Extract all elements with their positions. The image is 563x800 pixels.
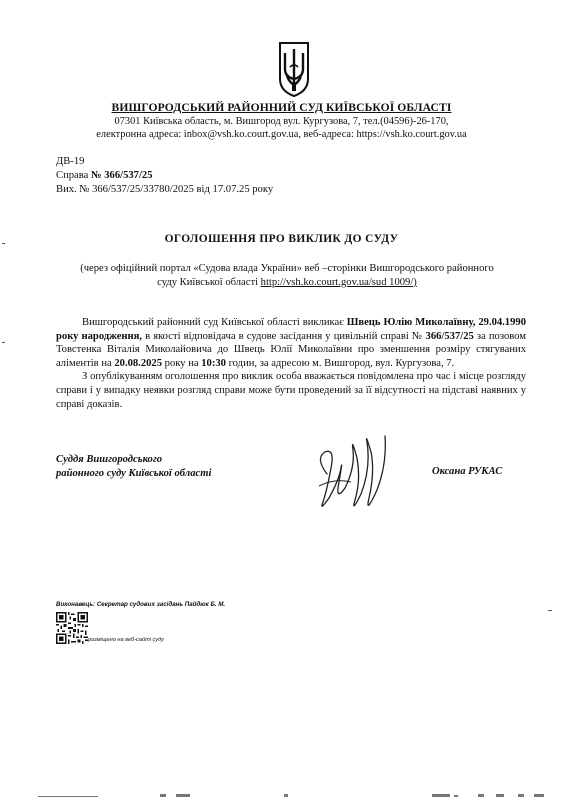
- body-text-segment: Вишгородський районний суд Київської області викликає: [82, 317, 347, 328]
- body-text-segment: за позовом Товстенка Віталія Миколайовича до Швець Юлії Миколаївни про зменшення розміру стягуваних аліментів на: [56, 330, 526, 369]
- case-line: [56, 169, 153, 183]
- document-code: ДВ-19: [56, 156, 85, 167]
- qr-code-icon: [56, 612, 88, 644]
- court-name: ВИШГОРОДСЬКИЙ РАЙОННИЙ СУД КИЇВСЬКОЇ ОБЛАСТІ: [111, 101, 452, 114]
- subtitle-prefix: суду Київської області: [157, 277, 261, 288]
- judge-title: [56, 453, 211, 481]
- case-number-inline: 366/537/25: [425, 330, 474, 342]
- body-text-segment: року на: [162, 357, 202, 369]
- judge-name: Оксана РУКАС: [432, 466, 503, 477]
- body-paragraph-2: З опублікуванням оголошення про виклик особа вважається повідомлена про час і місце розгляду справи і у випадку неявки розгляд справи може бути проведений за її відсутності на підставі наявних у справі доказів.: [56, 371, 526, 410]
- judge-title-line-2: районного суду Київської області: [56, 468, 212, 479]
- case-label: Справа: [56, 170, 91, 181]
- hearing-time: 10:30: [201, 357, 226, 369]
- body-paragraph-1: [56, 316, 526, 370]
- scan-mark: [548, 610, 552, 611]
- subtitle-line-2: [80, 276, 494, 290]
- court-address: 07301 Київська область, м. Вишгород вул. Кургузова, 7, тел.(04596)-26-170,: [114, 116, 449, 127]
- executor-note: Виконавець: Секретар судових засідань Пайдюк Б. М.: [56, 601, 226, 608]
- hearing-date: 20.08.2025: [114, 357, 163, 369]
- announcement-body: [56, 316, 526, 411]
- announcement-title: ОГОЛОШЕННЯ ПРО ВИКЛИК ДО СУДУ: [164, 233, 399, 245]
- outgoing-number: Вих. № 366/537/25/33780/2025 від 17.07.25 року: [56, 184, 274, 195]
- scan-mark: [2, 243, 5, 244]
- body-text-segment: в якості відповідача в судове засідання у цивільній справі №: [142, 330, 426, 342]
- scan-footer-noise: [0, 790, 563, 800]
- announcement-subtitle: [80, 262, 494, 290]
- trident-emblem-icon: [276, 39, 312, 99]
- body-text-segment: годин, за адресою м. Вишгород, вул. Кургузова, 7.: [225, 357, 455, 369]
- case-number: № 366/537/25: [90, 170, 153, 181]
- handwritten-signature: [305, 428, 395, 520]
- court-contacts: електронна адреса: inbox@vsh.ko.court.gov.ua, веб-адреса: https://vsh.ko.court.gov.ua: [96, 129, 467, 140]
- qr-caption: розміщено на веб-сайті суду: [88, 637, 164, 643]
- judge-title-line-1: Суддя Вишгородського: [56, 454, 163, 465]
- defendant-name: Швець Юлію Миколаївну, 29.04.1990 року народження,: [56, 317, 526, 342]
- court-website-link[interactable]: http://vsh.ko.court.gov.ua/sud 1009/): [260, 277, 417, 288]
- subtitle-line-1: (через офіційний портал «Судова влада України» веб –сторінки Вишгородського районного: [80, 263, 494, 274]
- scan-mark: [2, 342, 5, 343]
